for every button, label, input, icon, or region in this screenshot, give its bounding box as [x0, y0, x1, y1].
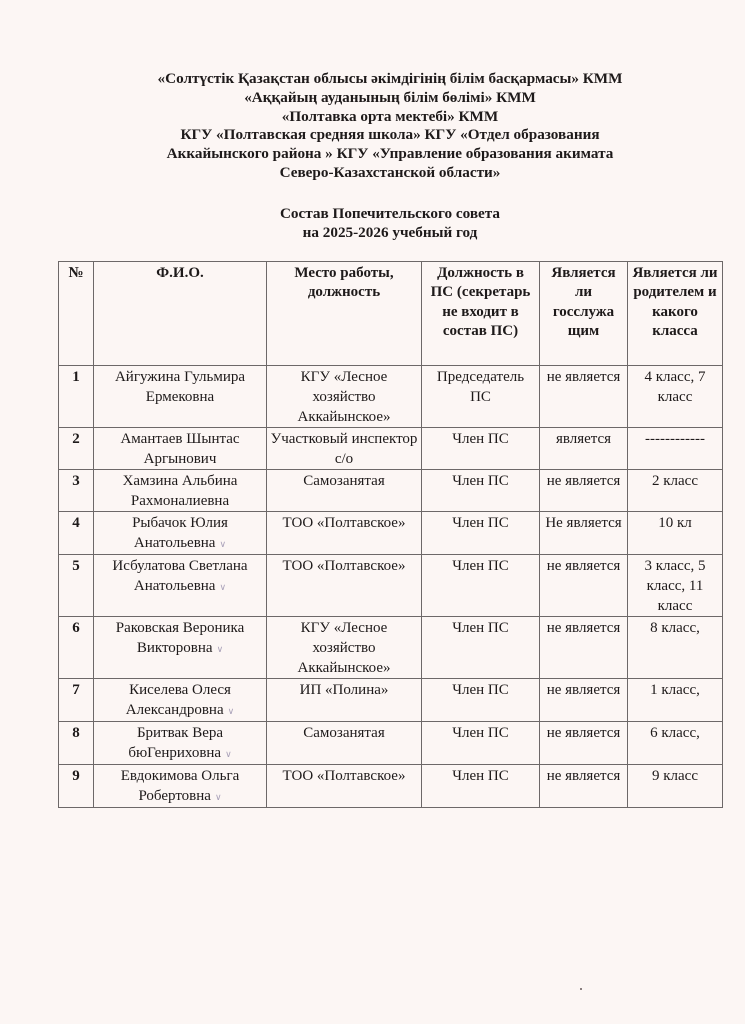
- document-header: [100, 70, 680, 183]
- cell-name: [94, 366, 267, 428]
- cell-civil-servant-text: не является: [546, 473, 621, 489]
- header-line: «Аққайың ауданының білім бөлімі» КММ: [244, 88, 536, 106]
- header-line: «Полтавка орта мектебі» КММ: [281, 107, 499, 125]
- cell-board-role: [422, 366, 540, 428]
- cell-parent-class-text: ------------: [645, 431, 705, 447]
- cell-workplace: [267, 428, 422, 470]
- cell-name: [94, 470, 267, 512]
- table-row: [59, 470, 723, 512]
- header-line: КГУ «Полтавская средняя школа» КГУ «Отдел образования: [180, 126, 600, 144]
- cell-workplace-text: ТОО «Полтавское»: [282, 515, 406, 531]
- cell-civil-servant-text: не является: [546, 725, 621, 741]
- cell-workplace: [267, 722, 422, 765]
- cell-civil-servant: [540, 512, 628, 555]
- table-row: [59, 512, 723, 555]
- cell-civil-servant-text: не является: [546, 558, 621, 574]
- cell-board-role-text: Член ПС: [452, 682, 509, 698]
- checkmark-icon: ∨: [225, 749, 232, 759]
- cell-civil-servant: [540, 555, 628, 617]
- checkmark-icon: ∨: [216, 644, 224, 654]
- cell-workplace-text: Самозанятая: [303, 725, 385, 741]
- cell-workplace-text: КГУ «Лесное хозяйство Аккайынское»: [297, 369, 391, 425]
- cell-parent-class-text: 10 кл: [658, 515, 692, 531]
- cell-name-text: Раковская Вероника Викторовна: [115, 620, 245, 656]
- cell-workplace-text: Участковый инспектор с/о: [270, 431, 418, 467]
- table-header-row: [59, 262, 723, 366]
- header-line: Аккайынского района » КГУ «Управление образования акимата: [166, 145, 614, 163]
- cell-board-role-text: Член ПС: [452, 515, 509, 531]
- cell-board-role: [422, 470, 540, 512]
- cell-civil-servant: [540, 722, 628, 765]
- column-header-workplace: Место работы, должность: [267, 262, 422, 366]
- cell-board-role-text: Член ПС: [452, 768, 509, 784]
- cell-workplace-text: Самозанятая: [303, 473, 385, 489]
- cell-civil-servant: [540, 617, 628, 679]
- cell-number: [59, 428, 94, 470]
- cell-workplace: [267, 470, 422, 512]
- cell-parent-class-text: 1 класс,: [650, 682, 700, 698]
- cell-parent-class-text: 6 класс,: [650, 725, 700, 741]
- cell-name: [94, 512, 267, 555]
- table-row: [59, 555, 723, 617]
- cell-parent-class: [628, 470, 723, 512]
- cell-board-role-text: Член ПС: [452, 473, 509, 489]
- cell-number-text: 5: [72, 558, 80, 574]
- cell-board-role: [422, 765, 540, 808]
- column-header-board-role: Должность в ПС (секретарь не входит в состав ПС): [422, 262, 540, 366]
- column-header-name: Ф.И.О.: [94, 262, 267, 366]
- cell-number: [59, 617, 94, 679]
- cell-name: [94, 765, 267, 808]
- cell-parent-class-text: 8 класс,: [650, 620, 700, 636]
- cell-name: [94, 722, 267, 765]
- cell-number: [59, 470, 94, 512]
- cell-parent-class-text: 4 класс, 7 класс: [644, 369, 706, 405]
- cell-board-role: [422, 512, 540, 555]
- cell-number-text: 2: [72, 431, 80, 447]
- cell-workplace: [267, 679, 422, 722]
- cell-civil-servant: [540, 765, 628, 808]
- cell-civil-servant-text: является: [555, 431, 612, 447]
- cell-board-role-text: Член ПС: [452, 725, 509, 741]
- cell-workplace: [267, 617, 422, 679]
- cell-name: [94, 428, 267, 470]
- cell-number-text: 6: [72, 620, 80, 636]
- cell-parent-class-text: 9 класс: [652, 768, 698, 784]
- cell-number-text: 8: [72, 725, 80, 741]
- cell-workplace-text: КГУ «Лесное хозяйство Аккайынское»: [297, 620, 391, 676]
- cell-name: [94, 555, 267, 617]
- cell-board-role: [422, 555, 540, 617]
- table-row: [59, 428, 723, 470]
- title-line-2: на 2025-2026 учебный год: [302, 223, 478, 241]
- table-row: [59, 366, 723, 428]
- checkmark-icon: ∨: [227, 706, 235, 716]
- cell-name-text: Бритвак Вера бюГенриховна: [128, 725, 224, 761]
- cell-workplace-text: ТОО «Полтавское»: [282, 768, 406, 784]
- cell-number-text: 9: [72, 768, 80, 784]
- cell-board-role: [422, 722, 540, 765]
- header-line: Северо-Казахстанской области»: [279, 163, 501, 181]
- cell-number-text: 3: [72, 473, 80, 489]
- cell-parent-class: [628, 555, 723, 617]
- cell-civil-servant: [540, 366, 628, 428]
- cell-number: [59, 722, 94, 765]
- cell-name-text: Хамзина Альбина Рахмоналиевна: [122, 473, 238, 509]
- table-row: [59, 617, 723, 679]
- cell-board-role-text: Член ПС: [452, 558, 509, 574]
- cell-civil-servant-text: не является: [546, 369, 621, 385]
- checkmark-icon: ∨: [219, 582, 227, 592]
- cell-parent-class: [628, 366, 723, 428]
- cell-number: [59, 366, 94, 428]
- cell-board-role: [422, 679, 540, 722]
- cell-parent-class: [628, 679, 723, 722]
- cell-name-text: Айгужина Гульмира Ермековна: [114, 369, 246, 405]
- cell-number-text: 7: [72, 682, 80, 698]
- cell-workplace: [267, 765, 422, 808]
- cell-civil-servant-text: не является: [546, 768, 621, 784]
- checkmark-icon: ∨: [214, 792, 222, 802]
- cell-number-text: 4: [72, 515, 80, 531]
- document-title: [200, 205, 580, 242]
- cell-parent-class: [628, 765, 723, 808]
- cell-parent-class-text: 2 класс: [652, 473, 698, 489]
- cell-board-role-text: Член ПС: [452, 620, 509, 636]
- column-header-parent-class: Является ли родителем и какого класса: [628, 262, 723, 366]
- column-header-civil-servant: Является ли госслужа щим: [540, 262, 628, 366]
- title-line-1: Состав Попечительского совета: [279, 205, 501, 222]
- cell-workplace-text: ТОО «Полтавское»: [282, 558, 406, 574]
- cell-number-text: 1: [72, 369, 80, 385]
- column-header-number: №: [59, 262, 94, 366]
- cell-board-role: [422, 428, 540, 470]
- cell-civil-servant-text: не является: [546, 620, 621, 636]
- table-row: [59, 765, 723, 808]
- cell-name-text: Киселева Олеся Александровна: [125, 682, 231, 718]
- cell-civil-servant-text: не является: [546, 682, 621, 698]
- cell-civil-servant-text: Не является: [545, 515, 622, 531]
- cell-workplace: [267, 366, 422, 428]
- cell-parent-class: [628, 512, 723, 555]
- table-body: [59, 366, 723, 808]
- cell-workplace: [267, 512, 422, 555]
- cell-civil-servant: [540, 679, 628, 722]
- cell-parent-class-text: 3 класс, 5 класс, 11 класс: [644, 558, 706, 614]
- cell-name-text: Исбулатова Светлана Анатольевна: [112, 558, 248, 594]
- cell-name-text: Рыбачок Юлия Анатольевна: [132, 515, 228, 551]
- table-row: [59, 679, 723, 722]
- cell-name-text: Евдокимова Ольга Робертовна: [120, 768, 240, 804]
- cell-name-text: Амантаев Шынтас Аргынович: [120, 431, 240, 467]
- cell-number: [59, 512, 94, 555]
- cell-board-role-text: Член ПС: [452, 431, 509, 447]
- cell-name: [94, 617, 267, 679]
- cell-parent-class: [628, 428, 723, 470]
- cell-workplace: [267, 555, 422, 617]
- cell-board-role: [422, 617, 540, 679]
- cell-number: [59, 679, 94, 722]
- cell-workplace-text: ИП «Полина»: [299, 682, 389, 698]
- scan-speck: [580, 988, 582, 990]
- cell-parent-class: [628, 722, 723, 765]
- cell-name: [94, 679, 267, 722]
- cell-number: [59, 555, 94, 617]
- board-members-table: [58, 261, 723, 808]
- cell-board-role-text: Председатель ПС: [436, 369, 525, 405]
- header-line: «Солтүстік Қазақстан облысы әкімдігінің білім басқармасы» КММ: [157, 70, 623, 87]
- cell-civil-servant: [540, 470, 628, 512]
- cell-civil-servant: [540, 428, 628, 470]
- cell-number: [59, 765, 94, 808]
- checkmark-icon: ∨: [219, 539, 227, 549]
- table-row: [59, 722, 723, 765]
- cell-parent-class: [628, 617, 723, 679]
